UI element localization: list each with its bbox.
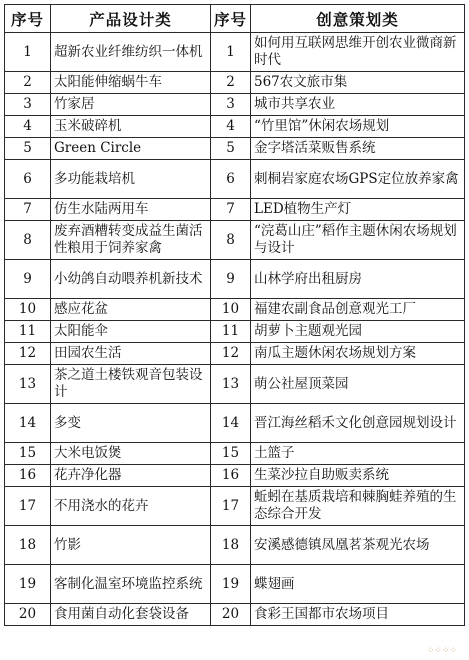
product-name-cell: 不用浇水的花卉 [51, 487, 211, 526]
table-row [5, 33, 465, 72]
product-name-cell: 废弃酒糟转变成益生菌活性粮用于饲养家禽 [51, 221, 211, 260]
table-row [5, 116, 465, 138]
product-number-cell: 7 [5, 199, 51, 221]
plan-number-cell: 7 [211, 199, 251, 221]
table-row [5, 94, 465, 116]
product-number-cell: 10 [5, 299, 51, 321]
table-row [5, 138, 465, 160]
table-row [5, 199, 465, 221]
plan-name-cell: 城市共享农业 [251, 94, 465, 116]
table-row [5, 72, 465, 94]
plan-name-cell: 金字塔活菜贩售系统 [251, 138, 465, 160]
table-row [5, 160, 465, 199]
product-number-cell: 4 [5, 116, 51, 138]
plan-number-cell: 13 [211, 365, 251, 404]
plan-number-cell: 8 [211, 221, 251, 260]
table-row [5, 404, 465, 443]
product-name-cell: 大米电饭煲 [51, 443, 211, 465]
table-row [5, 343, 465, 365]
table-row [5, 321, 465, 343]
plan-number-cell: 12 [211, 343, 251, 365]
product-number-cell: 13 [5, 365, 51, 404]
plan-number-cell: 4 [211, 116, 251, 138]
table-row [5, 526, 465, 565]
table-row [5, 465, 465, 487]
product-number-cell: 2 [5, 72, 51, 94]
product-number-cell: 9 [5, 260, 51, 299]
product-name-cell: 花卉净化器 [51, 465, 211, 487]
product-name-cell: 太阳能伸缩蜗牛车 [51, 72, 211, 94]
plan-number-cell: 5 [211, 138, 251, 160]
product-name-cell: 玉米破碎机 [51, 116, 211, 138]
plan-name-cell: 胡萝卜主题观光园 [251, 321, 465, 343]
plan-name-cell: 蚯蚓在基质栽培和棘胸蛙养殖的生态综合开发 [251, 487, 465, 526]
product-name-cell: 多变 [51, 404, 211, 443]
plan-number-cell: 20 [211, 604, 251, 626]
product-name-cell: 太阳能伞 [51, 321, 211, 343]
table-row [5, 565, 465, 604]
product-name-cell: Green Circle [51, 138, 211, 160]
table-header-row [5, 5, 465, 33]
product-number-cell: 6 [5, 160, 51, 199]
plan-name-cell: 安溪感德镇凤凰茗茶观光农场 [251, 526, 465, 565]
plan-number-cell: 11 [211, 321, 251, 343]
plan-number-cell: 10 [211, 299, 251, 321]
product-name-cell: 超新农业纤维纺织一体机 [51, 33, 211, 72]
product-name-cell: 田园农生活 [51, 343, 211, 365]
product-name-cell: 仿生水陆两用车 [51, 199, 211, 221]
plan-name-cell: 食彩王国都市农场项目 [251, 604, 465, 626]
plan-number-cell: 2 [211, 72, 251, 94]
header-number-2: 序号 [211, 5, 251, 33]
header-number-1: 序号 [5, 5, 51, 33]
plan-number-cell: 6 [211, 160, 251, 199]
table-row [5, 487, 465, 526]
plan-number-cell: 14 [211, 404, 251, 443]
product-name-cell: 茶之道土楼铁观音包装设计 [51, 365, 211, 404]
plan-number-cell: 9 [211, 260, 251, 299]
product-number-cell: 17 [5, 487, 51, 526]
product-number-cell: 8 [5, 221, 51, 260]
table-row [5, 604, 465, 626]
plan-name-cell: 刺桐岩家庭农场GPS定位放养家禽 [251, 160, 465, 199]
plan-number-cell: 19 [211, 565, 251, 604]
table-row [5, 443, 465, 465]
plan-name-cell: 567农文旅市集 [251, 72, 465, 94]
plan-name-cell: 土篮子 [251, 443, 465, 465]
plan-name-cell: “竹里馆”休闲农场规划 [251, 116, 465, 138]
product-name-cell: 客制化温室环境监控系统 [51, 565, 211, 604]
product-number-cell: 12 [5, 343, 51, 365]
plan-name-cell: LED植物生产灯 [251, 199, 465, 221]
product-number-cell: 18 [5, 526, 51, 565]
plan-name-cell: 萌公社屋顶菜园 [251, 365, 465, 404]
product-number-cell: 3 [5, 94, 51, 116]
product-name-cell: 竹影 [51, 526, 211, 565]
plan-name-cell: 南瓜主题休闲农场规划方案 [251, 343, 465, 365]
product-name-cell: 竹家居 [51, 94, 211, 116]
plan-name-cell: 晋江海丝稻禾文化创意园规划设计 [251, 404, 465, 443]
competition-results-table [4, 4, 465, 626]
product-number-cell: 15 [5, 443, 51, 465]
product-number-cell: 19 [5, 565, 51, 604]
product-number-cell: 16 [5, 465, 51, 487]
product-number-cell: 5 [5, 138, 51, 160]
table-row [5, 260, 465, 299]
product-name-cell: 食用菌自动化套袋设备 [51, 604, 211, 626]
table-row [5, 221, 465, 260]
plan-number-cell: 15 [211, 443, 251, 465]
product-name-cell: 多功能栽培机 [51, 160, 211, 199]
plan-name-cell: “浣葛山庄”稻作主题休闲农场规划与设计 [251, 221, 465, 260]
plan-name-cell: 蝶翅画 [251, 565, 465, 604]
plan-number-cell: 16 [211, 465, 251, 487]
product-number-cell: 1 [5, 33, 51, 72]
plan-name-cell: 生菜沙拉自助贩卖系统 [251, 465, 465, 487]
product-number-cell: 11 [5, 321, 51, 343]
plan-name-cell: 福建农副食品创意观光工厂 [251, 299, 465, 321]
product-number-cell: 14 [5, 404, 51, 443]
watermark-logo: ⁘⁘⁘⁘ [426, 646, 457, 656]
plan-number-cell: 18 [211, 526, 251, 565]
header-product-design: 产品设计类 [51, 5, 211, 33]
plan-number-cell: 17 [211, 487, 251, 526]
table-row [5, 299, 465, 321]
product-name-cell: 小幼鸽自动喂养机新技术 [51, 260, 211, 299]
product-name-cell: 感应花盆 [51, 299, 211, 321]
plan-number-cell: 1 [211, 33, 251, 72]
plan-name-cell: 如何用互联网思维开创农业微商新时代 [251, 33, 465, 72]
product-number-cell: 20 [5, 604, 51, 626]
table-row [5, 365, 465, 404]
header-creative-planning: 创意策划类 [251, 5, 465, 33]
plan-number-cell: 3 [211, 94, 251, 116]
plan-name-cell: 山林学府出租厨房 [251, 260, 465, 299]
